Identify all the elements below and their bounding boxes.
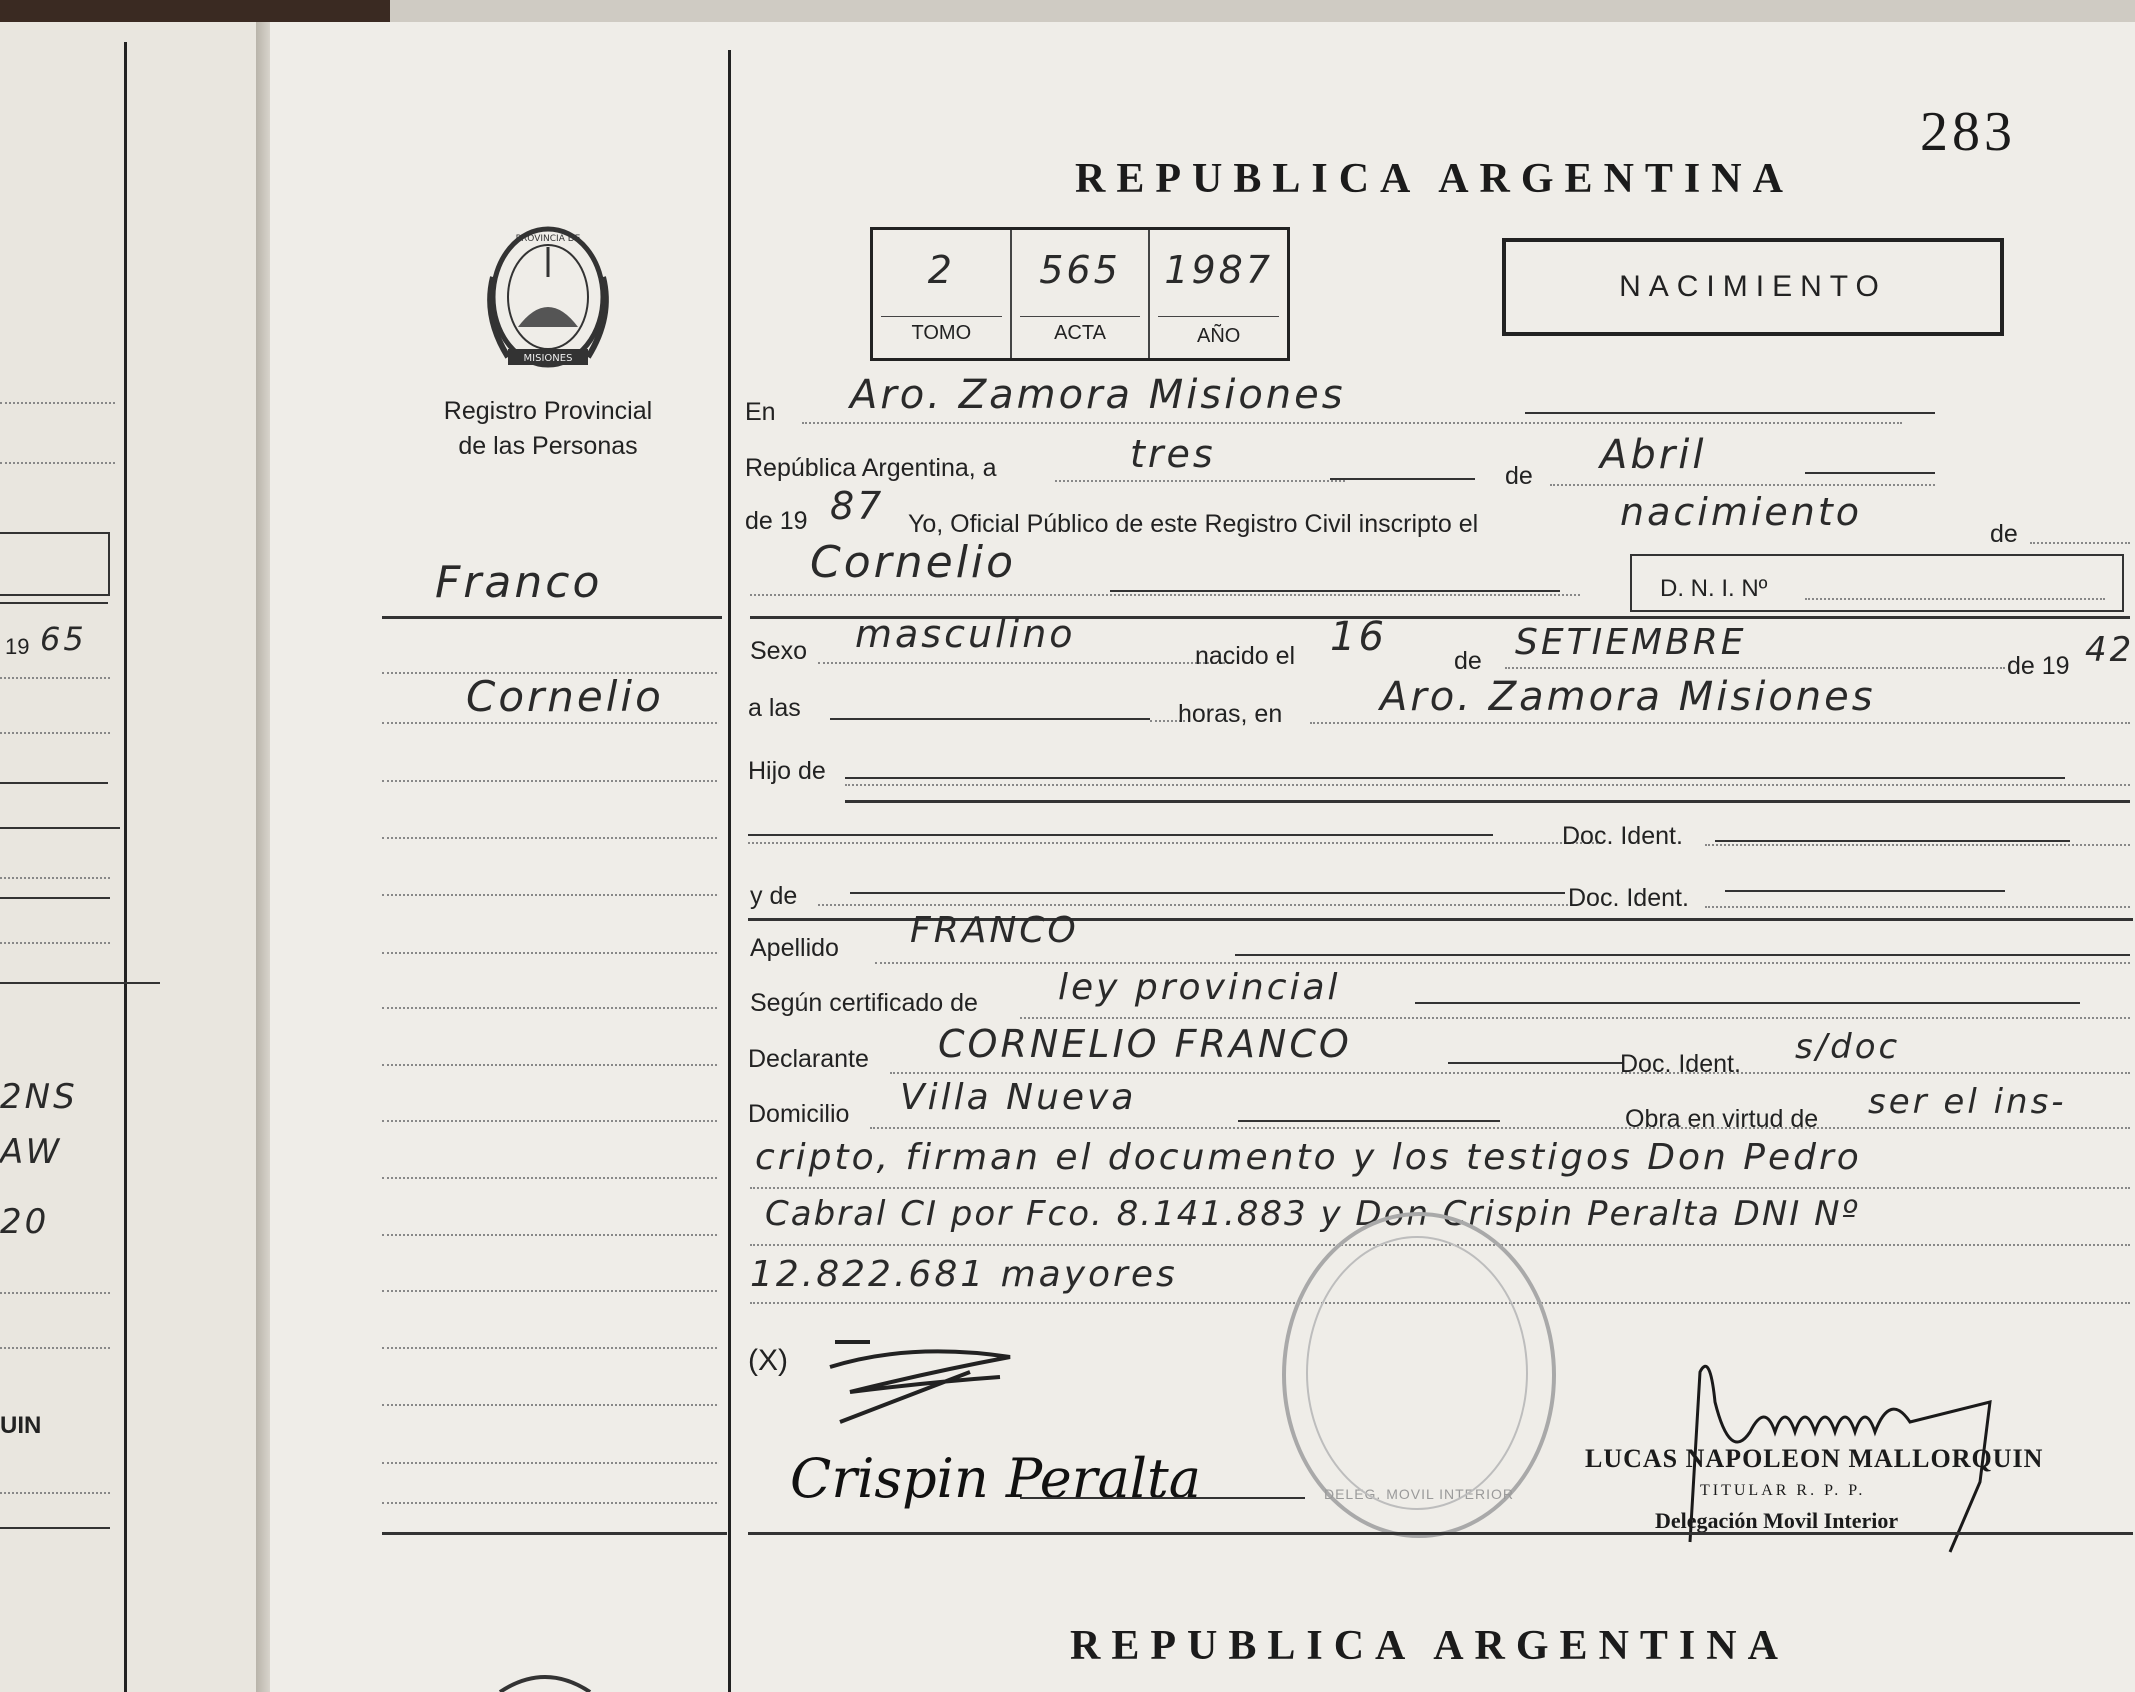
doc-ident-2: Doc. Ident.: [1568, 884, 1689, 912]
emblem-bottom-text: MISIONES: [523, 353, 573, 364]
official-stamp-inner: [1306, 1236, 1528, 1510]
declarante-label: Declarante: [748, 1045, 869, 1073]
en-label: En: [745, 398, 776, 426]
top-edge: [390, 0, 2135, 22]
inscribed-value: nacimiento: [1620, 490, 1863, 534]
doc-value: s/doc: [1795, 1027, 1901, 1067]
note-line-2: Cabral CI por Fco. 8.141.883 y Don Crispin Peralta DNI Nº: [765, 1194, 1860, 1234]
domicilio-value: Villa Nueva: [900, 1077, 1137, 1118]
domicilio-label: Domicilio: [748, 1100, 850, 1128]
dni-label: D. N. I. Nº: [1660, 575, 1768, 602]
left-year-prefix: 19: [5, 634, 30, 659]
declarant-signature-scribble: [810, 1322, 1040, 1442]
declarante-value: CORNELIO FRANCO: [938, 1022, 1352, 1066]
de-label-2: de: [1990, 520, 2018, 548]
hijo-label: Hijo de: [748, 757, 826, 785]
emblem-top-text: PROVINCIA DE: [515, 234, 581, 244]
birth-month: SETIEMBRE: [1515, 622, 1747, 663]
ano-value: 1987: [1164, 248, 1274, 292]
official-title: TITULAR R. P. P.: [1700, 1482, 1866, 1499]
registry-name: [418, 394, 678, 464]
ref-col-ano: [1150, 230, 1287, 358]
witness-signature: Crispin Peralta: [790, 1447, 1201, 1510]
obra-label: Obra en virtud de: [1625, 1105, 1819, 1133]
doc-ident-3: Doc. Ident.: [1620, 1050, 1741, 1078]
alas-label: a las: [748, 694, 801, 722]
x-mark: (X): [748, 1344, 788, 1377]
footer-title: REPUBLICA ARGENTINA: [1070, 1623, 1789, 1669]
stamp-text: DELEG. MOVIL INTERIOR: [1323, 1486, 1515, 1502]
record-type-box: [1502, 238, 2004, 336]
birth-year: 42: [2085, 630, 2135, 670]
sexo-label: Sexo: [750, 637, 807, 665]
obra-value: ser el ins-: [1868, 1082, 2067, 1122]
left-page-box: [0, 532, 110, 596]
page-number: 283: [1920, 101, 2016, 163]
left-fragment-2: AW: [0, 1132, 63, 1172]
yde-label: y de: [750, 882, 798, 910]
year-label: de 19: [745, 507, 808, 535]
registry-name-line1: Registro Provincial: [443, 397, 653, 425]
header-title: REPUBLICA ARGENTINA: [1075, 156, 1794, 202]
official-office: Delegación Movil Interior: [1655, 1508, 1899, 1533]
left-year-suffix: 65: [40, 620, 87, 658]
next-emblem-icon: [495, 1672, 595, 1692]
margin-given-name: Cornelio: [466, 672, 664, 721]
doc-ident-1: Doc. Ident.: [1562, 822, 1683, 850]
name-value: Cornelio: [810, 537, 1017, 588]
acta-header: ACTA: [1054, 322, 1106, 344]
segun-label: Según certificado de: [750, 989, 978, 1017]
de-label-3: de: [1454, 647, 1482, 675]
official-text: Yo, Oficial Público de este Registro Civil inscripto el: [908, 510, 1479, 538]
left-page: [0, 22, 256, 1692]
birth-day: 16: [1330, 614, 1387, 660]
registry-name-line2: de las Personas: [458, 432, 638, 460]
left-fragment-1: 2NS: [0, 1077, 78, 1117]
official-name: LUCAS NAPOLEON MALLORQUIN: [1585, 1444, 2044, 1473]
note-line-1: cripto, firman el documento y los testigos Don Pedro: [755, 1137, 1862, 1178]
horas-label: horas, en: [1178, 700, 1283, 728]
acta-value: 565: [1039, 248, 1121, 292]
de-label-1: de: [1505, 462, 1533, 490]
official-stamp: [1282, 1212, 1556, 1538]
ref-col-acta: [1012, 230, 1151, 358]
book-gutter: [256, 22, 270, 1692]
tomo-value: 2: [927, 248, 955, 292]
apellido-label: Apellido: [750, 934, 839, 962]
tomo-header: TOMO: [911, 322, 972, 344]
record-type-label: NACIMIENTO: [1619, 270, 1887, 303]
nacido-label: nacido el: [1195, 642, 1296, 670]
year-value: 87: [830, 484, 885, 528]
left-fragment-4: UIN: [0, 1412, 42, 1439]
apellido-value: FRANCO: [910, 910, 1079, 951]
en-value: Aro. Zamora Misiones: [850, 372, 1346, 418]
note-line-3: 12.822.681 mayores: [750, 1254, 1178, 1295]
month-value: Abril: [1600, 432, 1707, 478]
ano-header: AÑO: [1197, 325, 1241, 347]
provincial-emblem-icon: [478, 217, 618, 377]
sexo-value: masculino: [855, 612, 1076, 656]
margin-surname: Franco: [435, 557, 603, 608]
reference-box: [870, 227, 1290, 361]
de19-label: de 19: [2007, 652, 2070, 680]
left-fragment-3: 20: [0, 1202, 50, 1242]
birth-place: Aro. Zamora Misiones: [1380, 674, 1876, 720]
republica-label: República Argentina, a: [745, 454, 997, 482]
ref-col-tomo: [873, 230, 1012, 358]
segun-value: ley provincial: [1058, 967, 1341, 1008]
main-page: [270, 22, 2135, 1692]
republica-day: tres: [1130, 432, 1216, 476]
